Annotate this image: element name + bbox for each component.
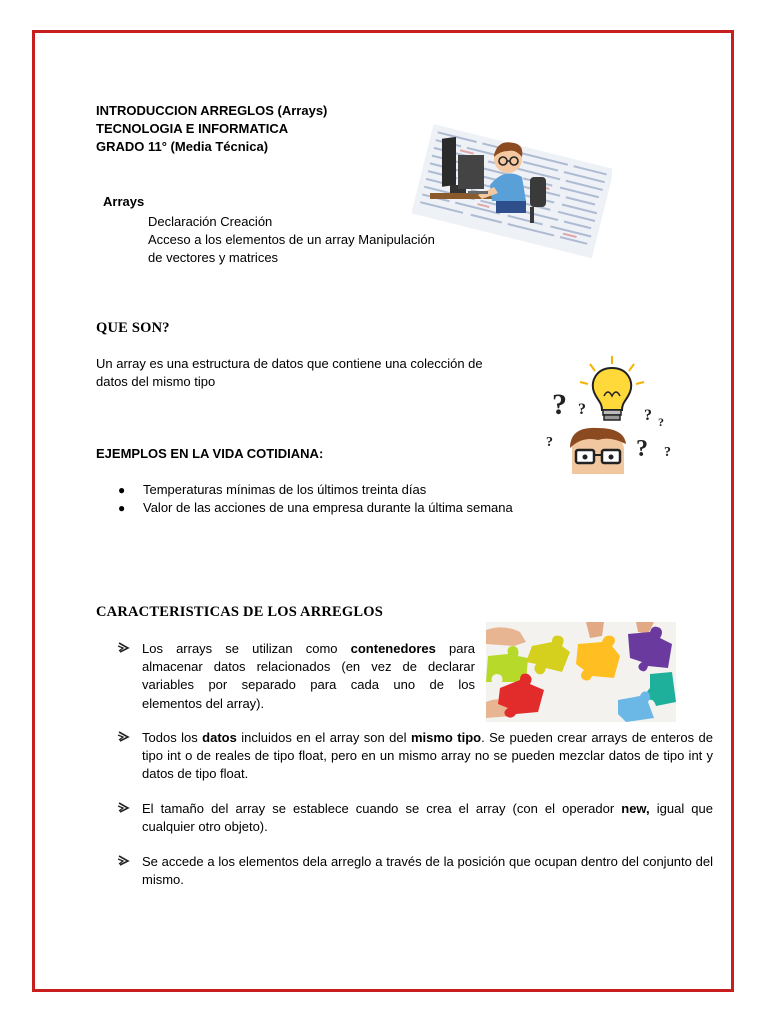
doc-title: INTRODUCCION ARREGLOS (Arrays): [96, 103, 328, 118]
section-title-que-son: QUE SON?: [96, 320, 170, 336]
characteristic-item-4: Se accede a los elementos dela arreglo a través de la posición que ocupan dentro del conjunto del mismo.: [117, 853, 713, 891]
examples-title: EJEMPLOS EN LA VIDA COTIDIANA:: [96, 446, 324, 461]
section-title-caracteristicas: CARACTERISTICAS DE LOS ARREGLOS: [96, 604, 384, 620]
puzzle-image: [486, 622, 676, 722]
doc-grade: GRADO 11° (Media Técnica): [96, 139, 269, 154]
svg-text:?: ?: [578, 401, 586, 418]
doc-subject: TECNOLOGIA E INFORMATICA: [96, 121, 289, 136]
characteristic-item-1: Los arrays se utilizan como contenedores para almacenar datos relacionados (en vez de declarar variables por separado para cada uno de los elementos del array).: [117, 640, 475, 714]
toc-title: Arrays: [103, 194, 145, 209]
toc-line-1: Declaración Creación: [148, 214, 273, 229]
svg-text:?: ?: [644, 407, 652, 424]
characteristic-item-2: Todos los datos incluidos en el array son del mismo tipo. Se pueden crear arrays de enteros de tipo int o de reales de tipo float, pero en un mismo array no se pueden mezclar datos de tipo int y datos de tipo float.: [117, 729, 713, 785]
bullet-dot-icon: ●: [118, 483, 126, 497]
definition-line-1: Un array es una estructura de datos que contiene una colección de: [96, 356, 483, 371]
programmer-illustration: [412, 115, 612, 265]
svg-text:?: ?: [552, 388, 567, 421]
toc-line-3: de vectores y matrices: [148, 250, 279, 265]
list-item: ● Valor de las acciones de una empresa durante la última semana: [118, 500, 513, 515]
toc-line-2: Acceso a los elementos de un array Manipulación: [148, 232, 435, 247]
definition-line-2: datos del mismo tipo: [96, 374, 216, 389]
arrow-bullet-icon: [117, 640, 131, 654]
characteristic-item-3: El tamaño del array se establece cuando se crea el array (con el operador new, igual que cualquier otro objeto).: [117, 800, 713, 838]
svg-text:?: ?: [664, 445, 671, 460]
svg-text:?: ?: [636, 436, 648, 462]
arrow-bullet-icon: [117, 853, 131, 867]
svg-text:?: ?: [546, 435, 553, 450]
arrow-bullet-icon: [117, 729, 131, 743]
examples-list: [96, 481, 656, 517]
arrow-bullet-icon: [117, 800, 131, 814]
bullet-dot-icon: ●: [118, 501, 126, 515]
svg-text:?: ?: [658, 415, 664, 429]
list-item: ● Temperaturas mínimas de los últimos treinta días: [118, 482, 427, 497]
idea-illustration: [540, 352, 680, 484]
